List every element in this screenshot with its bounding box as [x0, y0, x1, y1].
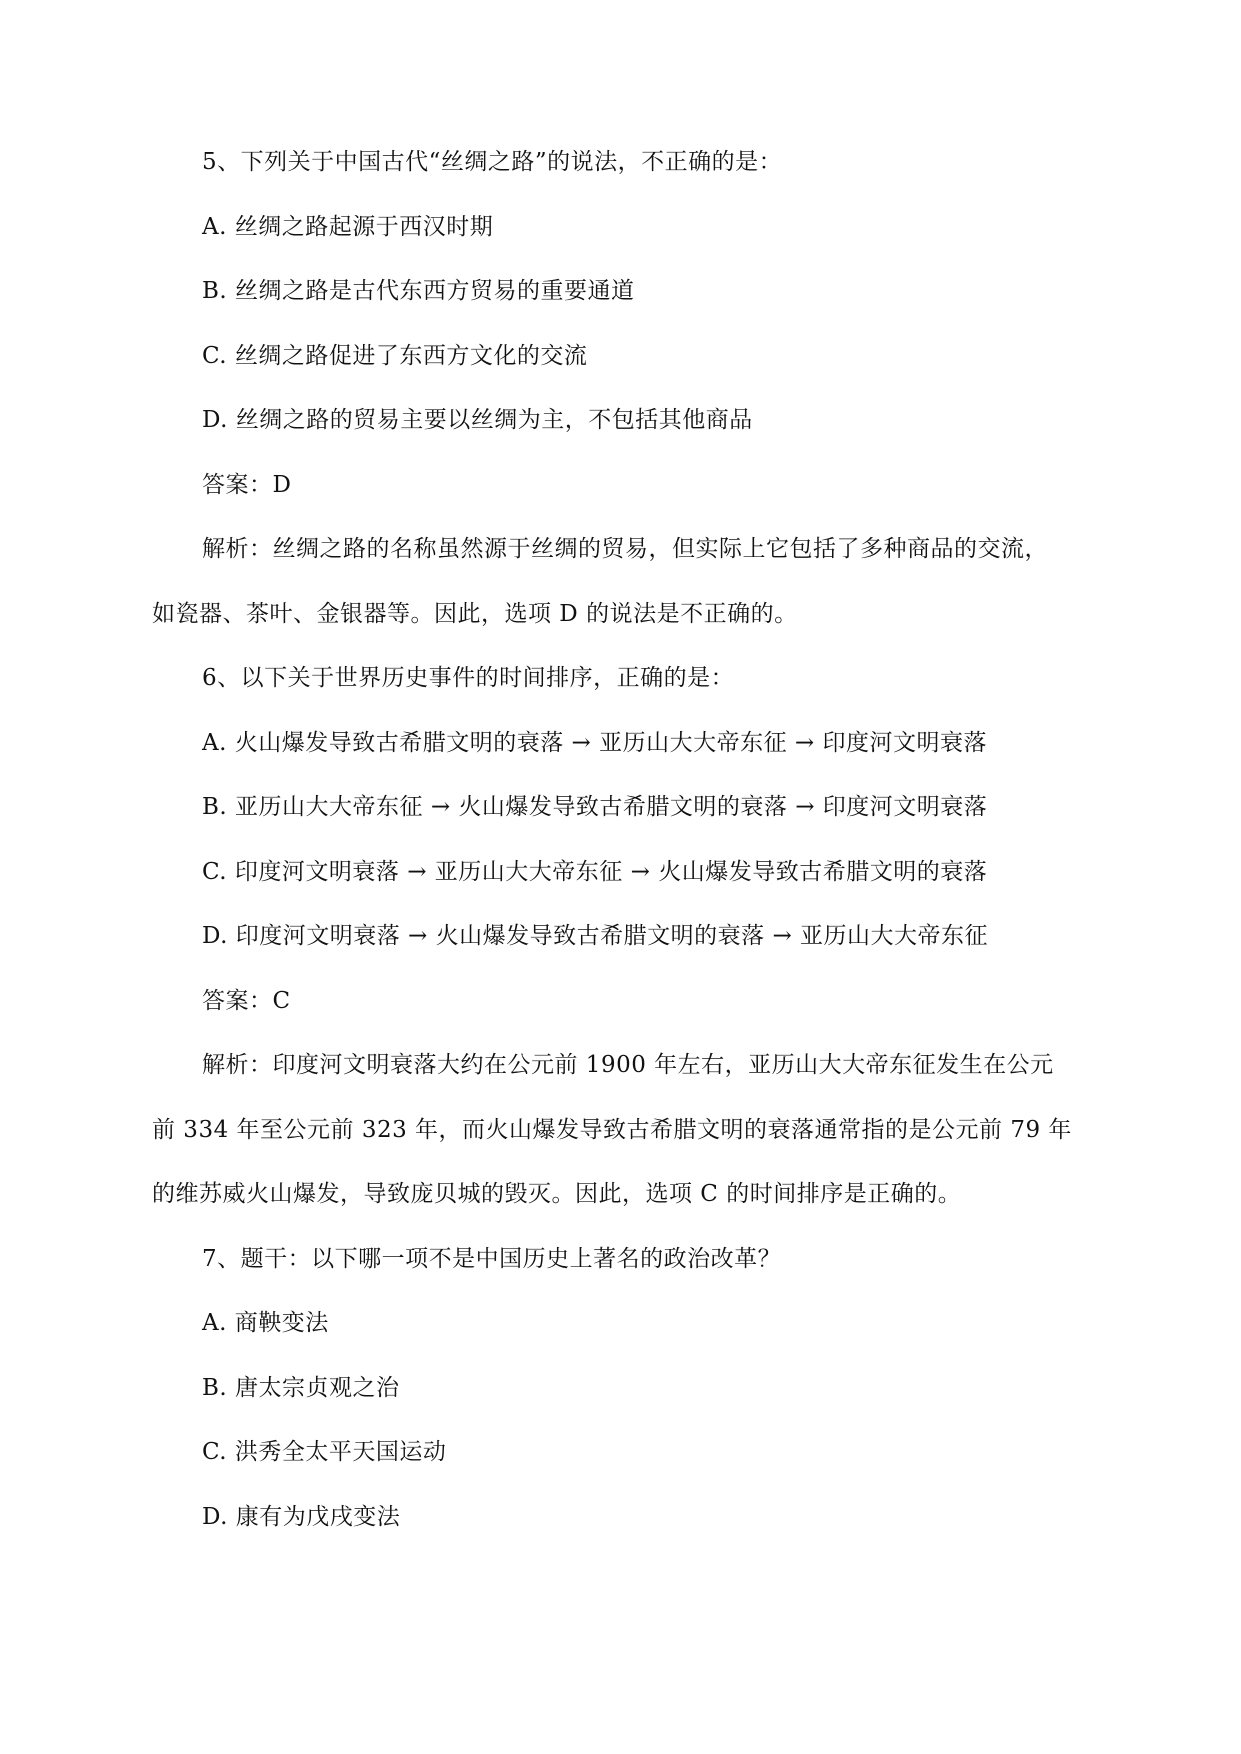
- analysis-line: 解析：印度河文明衰落大约在公元前 1900 年左右，亚历山大大帝东征发生在公元: [202, 1052, 1054, 1078]
- analysis-line: 解析：丝绸之路的名称虽然源于丝绸的贸易，但实际上它包括了多种商品的交流，: [202, 536, 1048, 562]
- option-c: C. 洪秀全太平天国运动: [202, 1439, 447, 1465]
- question-stem: 7、题干：以下哪一项不是中国历史上著名的政治改革？: [202, 1245, 782, 1272]
- analysis-line: 的维苏威火山爆发，导致庞贝城的毁灭。因此，选项 C 的时间排序是正确的。: [152, 1181, 962, 1207]
- option-b: B. 丝绸之路是古代东西方贸易的重要通道: [202, 278, 635, 304]
- option-d: D. 丝绸之路的贸易主要以丝绸为主，不包括其他商品: [202, 407, 753, 433]
- option-a: A. 商鞅变法: [202, 1310, 329, 1336]
- analysis-line: 前 334 年至公元前 323 年，而火山爆发导致古希腊文明的衰落通常指的是公元前 79 年: [152, 1116, 1072, 1143]
- answer: 答案：D: [202, 471, 292, 498]
- question-stem: 6、以下关于世界历史事件的时间排序，正确的是：: [202, 665, 735, 691]
- question-5: [152, 146, 1112, 630]
- question-stem: 5、下列关于中国古代“丝绸之路”的说法，不正确的是：: [202, 149, 783, 175]
- answer: 答案：C: [202, 987, 291, 1014]
- option-b: B. 唐太宗贞观之治: [202, 1374, 400, 1401]
- option-c: C. 丝绸之路促进了东西方文化的交流: [202, 342, 588, 369]
- question-6: [152, 662, 1112, 1210]
- option-b: B. 亚历山大大帝东征 → 火山爆发导致古希腊文明的衰落 → 印度河文明衰落: [202, 794, 988, 820]
- question-7: [152, 1243, 1112, 1533]
- analysis-line: 如瓷器、茶叶、金银器等。因此，选项 D 的说法是不正确的。: [152, 600, 798, 627]
- option-c: C. 印度河文明衰落 → 亚历山大大帝东征 → 火山爆发导致古希腊文明的衰落: [202, 858, 988, 885]
- document-content: [152, 146, 1112, 1565]
- option-a: A. 火山爆发导致古希腊文明的衰落 → 亚历山大大帝东征 → 印度河文明衰落: [202, 729, 988, 756]
- option-a: A. 丝绸之路起源于西汉时期: [202, 213, 494, 240]
- option-d: D. 康有为戊戌变法: [202, 1503, 401, 1530]
- option-d: D. 印度河文明衰落 → 火山爆发导致古希腊文明的衰落 → 亚历山大大帝东征: [202, 923, 989, 949]
